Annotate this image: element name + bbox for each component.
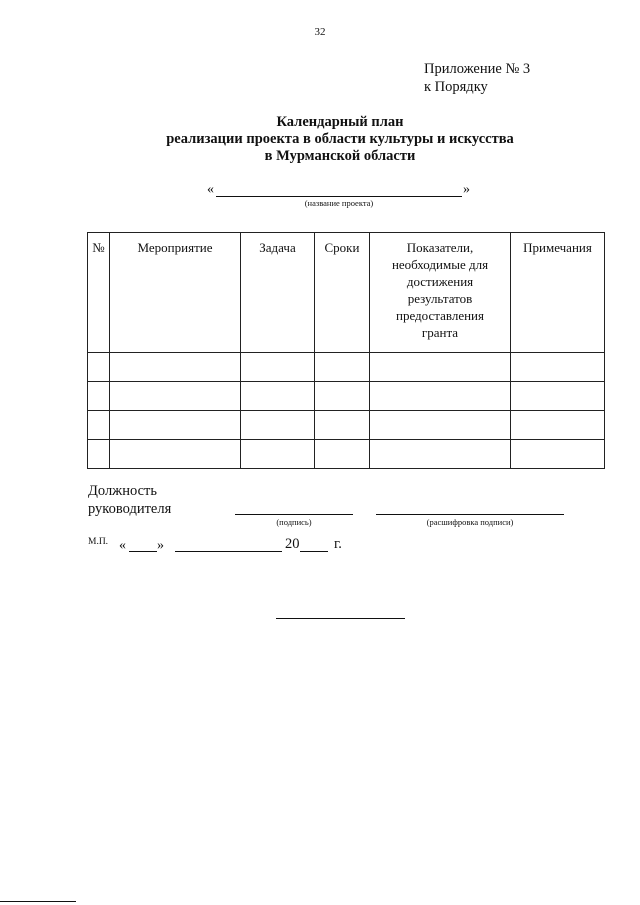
table-cell [241, 382, 315, 411]
table-cell [370, 382, 511, 411]
table-cell [315, 382, 370, 411]
table-cell [370, 411, 511, 440]
table-cell [88, 353, 110, 382]
table-cell [88, 440, 110, 469]
table-cell [241, 440, 315, 469]
date-year-line [300, 551, 328, 552]
annex-number: Приложение № 3 [424, 61, 531, 77]
stamp-place-label: М.П. [88, 537, 109, 547]
project-name-caption: (название проекта) [304, 198, 374, 208]
table-cell [370, 353, 511, 382]
table-cell [370, 440, 511, 469]
table-row [88, 440, 605, 469]
table-cell [110, 382, 241, 411]
table-cell [241, 411, 315, 440]
date-year-suffix: г. [334, 536, 342, 552]
table-cell [511, 382, 605, 411]
date-open-quote: « [119, 538, 126, 553]
table-cell [110, 353, 241, 382]
annex-order: к Порядку [424, 79, 488, 95]
position-line-2: руководителя [88, 501, 172, 517]
header-deadlines: Сроки [315, 233, 370, 353]
project-close-quote: » [463, 182, 470, 197]
table-cell [511, 411, 605, 440]
table-cell [88, 411, 110, 440]
header-notes: Примечания [511, 233, 605, 353]
table-row [88, 382, 605, 411]
project-name-line [216, 196, 462, 197]
table-cell [511, 353, 605, 382]
table-cell [110, 411, 241, 440]
date-month-line [175, 551, 282, 552]
date-day-line [129, 551, 157, 552]
table-cell [315, 411, 370, 440]
header-number: № [88, 233, 110, 353]
title-line-1: Календарный план [276, 114, 404, 130]
table-cell [511, 440, 605, 469]
table-cell [315, 353, 370, 382]
signature-line [235, 514, 353, 515]
position-line-1: Должность [88, 483, 157, 499]
header-task: Задача [241, 233, 315, 353]
table-cell [88, 382, 110, 411]
page-number: 32 [314, 26, 326, 38]
footer-line [0, 901, 76, 902]
annex-reference [424, 60, 530, 96]
calendar-plan-table [87, 232, 605, 469]
signature-caption: (подпись) [276, 517, 312, 527]
header-event: Мероприятие [110, 233, 241, 353]
header-indicators: Показатели, необходимые для достижения результатов предоставления гранта [370, 233, 511, 353]
table-header-row [88, 233, 605, 353]
project-open-quote: « [207, 182, 214, 197]
table-cell [241, 353, 315, 382]
title-line-2: реализации проекта в области культуры и искусства [166, 131, 514, 147]
end-separator-line [276, 618, 405, 619]
table-row [88, 411, 605, 440]
table-cell [110, 440, 241, 469]
title-line-3: в Мурманской области [264, 148, 416, 164]
table-row [88, 353, 605, 382]
head-position-label [88, 482, 171, 518]
document-title [0, 114, 640, 165]
table-cell [315, 440, 370, 469]
signature-decoding-caption: (расшифровка подписи) [426, 517, 514, 527]
date-year-prefix: 20 [285, 536, 300, 552]
signature-decoding-line [376, 514, 564, 515]
date-close-quote: » [157, 538, 164, 553]
